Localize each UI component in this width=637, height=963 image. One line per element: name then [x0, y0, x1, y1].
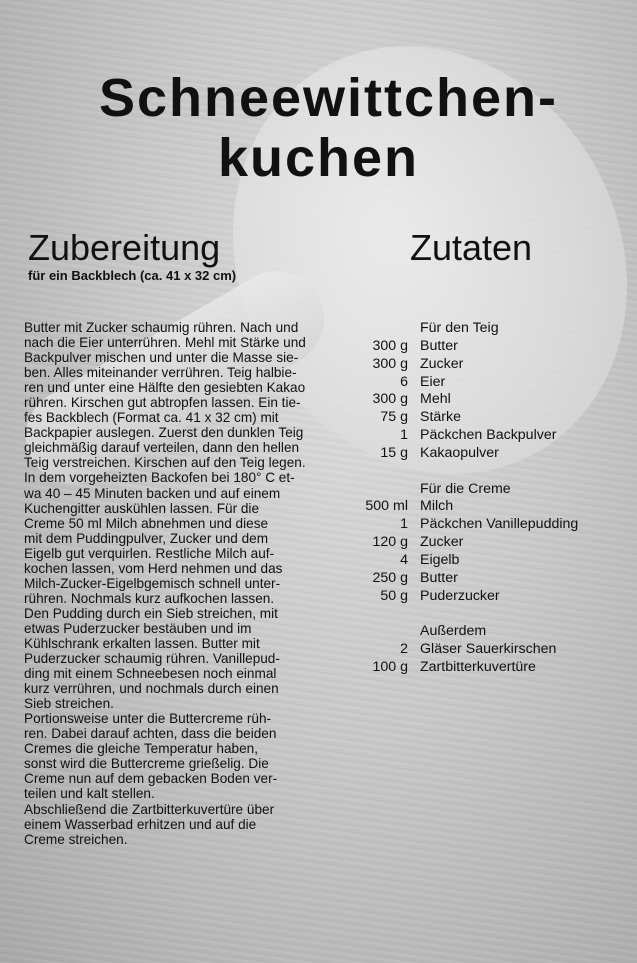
ingredient-group-title: Für die Creme	[420, 480, 511, 497]
ingredient-row: 6 Eier	[400, 373, 446, 390]
ingredient-row: 1 Päckchen Backpulver	[400, 427, 557, 444]
preparation-text: Butter mit Zucker schaumig rühren. Nach und nach die Eier unterrühren. Mehl mit Stärke und Backpulver mischen und unter die Masse sie- ben. Alles miteinander verrühren. Teig halbie- ren und unter eine Hälfte den gesiebten Kakao rühren. Kirschen gut abtropfen lassen. Ein tie- fes Backblech (Format ca. 41 x 32 cm) mit Backpapier auslegen. Zuerst den dunklen Teig gleichmäßig darauf verteilen, dann den hellen Teig verstreichen. Kirschen auf den Teig legen. In dem vorgeheizten Backofen bei 180° C et- wa 40 – 45 Minuten backen und auf einem Kuchengitter auskühlen lassen. Für die Creme 50 ml Milch abnehmen und diese mit dem Puddingpulver, Zucker und dem Eigelb gut verquirlen. Restliche Milch auf- kochen lassen, vom Herd nehmen und das Milch-Zucker-Eigelbgemisch schnell unter- rühren. Nochmals kurz aufkochen lassen. Den Pudding durch ein Sieb streichen, mit etwas Puderzucker bestäuben und im Kühlschrank erkalten lassen. Butter mit Puderzucker schaumig rühren. Vanillepud- ding mit einem Schneebesen noch einmal kurz verrühren, und nochmals durch einen Sieb streichen. Portionsweise unter die Buttercreme rüh- ren. Dabei darauf achten, dass die beiden Cremes die gleiche Temperatur haben, sonst wird die Buttercreme grießelig. Die Creme nun auf dem gebacken Boden ver- teilen und kalt stellen. Abschließend die Zartbitterkuvertüre über einem Wasserbad erhitzen und auf die Creme streichen.	[24, 320, 306, 847]
ingredient-group-title: Für den Teig	[420, 320, 499, 336]
ingredient-group-title: Außerdem	[420, 623, 487, 640]
ingredients-heading: Zutaten	[410, 227, 533, 268]
ingredient-row: 50 g Puderzucker	[380, 587, 500, 604]
ingredient-row: 4 Eigelb	[400, 551, 460, 568]
ingredient-row: 500 ml Milch	[365, 498, 454, 515]
group-spacer	[330, 606, 630, 624]
ingredient-row: 1 Päckchen Vanillepudding	[400, 516, 579, 533]
ingredients-list	[330, 320, 630, 677]
preparation-heading: Zubereitung	[28, 227, 221, 268]
ingredient-row: 300 g Butter	[372, 337, 458, 354]
ingredient-row: 2 Gläser Sauerkirschen	[400, 641, 557, 658]
preparation-subtitle: für ein Backblech (ca. 41 x 32 cm)	[28, 268, 237, 283]
ingredient-row: 300 g Zucker	[372, 355, 464, 372]
group-spacer	[330, 463, 630, 481]
recipe-title-line1: Schneewittchen-	[98, 68, 559, 128]
ingredient-row: 100 g Zartbitterkuvertüre	[372, 659, 536, 676]
ingredient-row: 15 g Kakaopulver	[380, 444, 499, 461]
ingredient-row: 75 g Stärke	[380, 409, 462, 426]
recipe-title-line2: kuchen	[217, 128, 420, 188]
ingredient-row: 300 g Mehl	[372, 391, 451, 408]
ingredient-row: 120 g Zucker	[372, 534, 464, 551]
ingredient-row: 250 g Butter	[372, 569, 458, 586]
